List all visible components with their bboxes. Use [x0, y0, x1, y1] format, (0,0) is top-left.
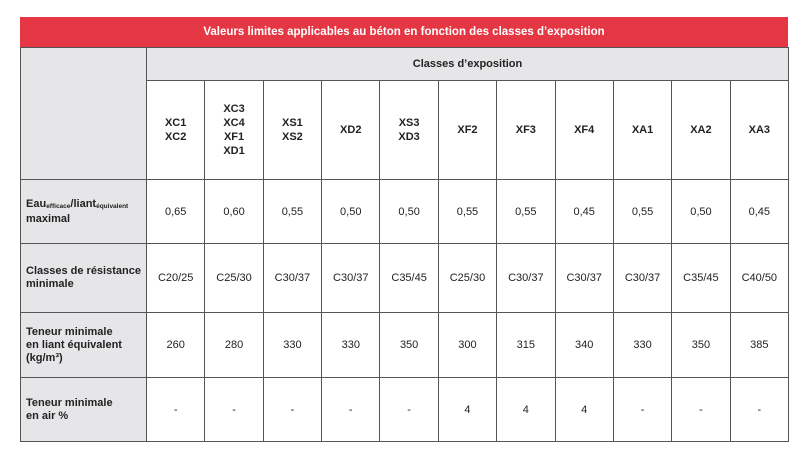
- table-cell: -: [380, 378, 438, 442]
- table-cell: 260: [147, 313, 205, 378]
- row-label-line: (kg/m³): [26, 351, 63, 364]
- row-label: [21, 244, 147, 313]
- row-label-water-binder: [21, 180, 147, 244]
- table-cell: 280: [205, 313, 263, 378]
- table-cell: 0,45: [555, 180, 613, 244]
- column-header: [497, 81, 555, 180]
- table-cell: C20/25: [147, 244, 205, 313]
- table-cell: 0,55: [613, 180, 671, 244]
- table-cell: C35/45: [672, 244, 730, 313]
- column-header: [555, 81, 613, 180]
- corner-cell: [21, 48, 147, 180]
- row-label: [21, 313, 147, 378]
- table-cell: 0,60: [205, 180, 263, 244]
- table-cell: C30/37: [497, 244, 555, 313]
- exposure-class-code: XF2: [457, 124, 478, 136]
- exposure-class-code: XC2: [164, 131, 187, 143]
- row-label-part: /liant: [70, 197, 97, 210]
- row-label-line: en liant équivalent: [26, 338, 122, 351]
- table-cell: C30/37: [555, 244, 613, 313]
- row-label-sub: efficace: [46, 202, 71, 210]
- table-row: [21, 378, 789, 442]
- table-cell: -: [147, 378, 205, 442]
- exposure-class-code: XC3: [223, 103, 245, 115]
- column-header: [613, 81, 671, 180]
- table-cell: -: [672, 378, 730, 442]
- exposure-class-code: XS2: [282, 131, 303, 143]
- exposure-class-code: XF3: [515, 124, 536, 136]
- row-label-part: Eau: [26, 197, 47, 210]
- exposure-class-code: XA1: [631, 124, 654, 136]
- row-label-part: maximal: [26, 212, 71, 225]
- table-cell: 315: [497, 313, 555, 378]
- exposure-class-code: XD2: [340, 124, 362, 136]
- table-cell: 4: [438, 378, 496, 442]
- exposure-class-code: XA2: [690, 124, 712, 136]
- row-label-sub: équivalent: [96, 202, 129, 210]
- exposure-class-code: XC1: [164, 117, 187, 129]
- table-title: Valeurs limites applicables au béton en fonction des classes d’exposition: [20, 17, 788, 47]
- table-cell: 0,50: [380, 180, 438, 244]
- column-header: [730, 81, 788, 180]
- exposure-class-code: XS3: [398, 117, 420, 129]
- table-cell: 330: [613, 313, 671, 378]
- table-cell: 0,50: [322, 180, 380, 244]
- table-cell: 0,65: [147, 180, 205, 244]
- exposure-class-code: XC4: [223, 117, 245, 129]
- table-cell: C35/45: [380, 244, 438, 313]
- row-label: [21, 378, 147, 442]
- table-cell: -: [730, 378, 788, 442]
- classes-header: Classes d’exposition: [147, 48, 789, 81]
- table-cell: 4: [555, 378, 613, 442]
- table-cell: 330: [263, 313, 321, 378]
- exposure-limits-table-container: [20, 17, 788, 442]
- column-header: [322, 81, 380, 180]
- table-cell: -: [263, 378, 321, 442]
- row-label-line: Teneur minimale: [26, 396, 113, 409]
- table-cell: C40/50: [730, 244, 788, 313]
- table-cell: 0,55: [438, 180, 496, 244]
- row-label-line: Teneur minimale: [26, 325, 113, 338]
- column-header: [438, 81, 496, 180]
- exposure-class-code: XS1: [282, 117, 303, 129]
- exposure-class-code: XD3: [398, 131, 420, 143]
- table-cell: -: [205, 378, 263, 442]
- table-cell: 0,55: [497, 180, 555, 244]
- table-cell: -: [322, 378, 380, 442]
- table-row: [21, 244, 789, 313]
- table-row: [21, 180, 789, 244]
- table-cell: 385: [730, 313, 788, 378]
- table-cell: C25/30: [438, 244, 496, 313]
- table-cell: 340: [555, 313, 613, 378]
- row-label-line: Classes de résistance: [26, 265, 141, 277]
- table-cell: -: [613, 378, 671, 442]
- table-cell: C25/30: [205, 244, 263, 313]
- table-cell: C30/37: [322, 244, 380, 313]
- exposure-class-code: XD1: [223, 145, 245, 157]
- table-cell: 0,45: [730, 180, 788, 244]
- column-header: [147, 81, 205, 180]
- row-label-line: minimale: [26, 278, 74, 290]
- column-header: [380, 81, 438, 180]
- table-cell: 300: [438, 313, 496, 378]
- table-row: [21, 313, 789, 378]
- table-cell: 0,55: [263, 180, 321, 244]
- exposure-class-code: XF1: [223, 131, 245, 143]
- table-cell: 350: [672, 313, 730, 378]
- column-header: [205, 81, 263, 180]
- table-cell: 330: [322, 313, 380, 378]
- table-cell: 4: [497, 378, 555, 442]
- row-label-line: en air %: [26, 409, 69, 422]
- table-cell: 0,50: [672, 180, 730, 244]
- exposure-class-code: XF4: [574, 124, 595, 136]
- table-cell: 350: [380, 313, 438, 378]
- exposure-class-code: XA3: [748, 124, 771, 136]
- column-header: [672, 81, 730, 180]
- table-cell: C30/37: [263, 244, 321, 313]
- exposure-limits-table: [20, 47, 789, 442]
- column-header: [263, 81, 321, 180]
- table-cell: C30/37: [613, 244, 671, 313]
